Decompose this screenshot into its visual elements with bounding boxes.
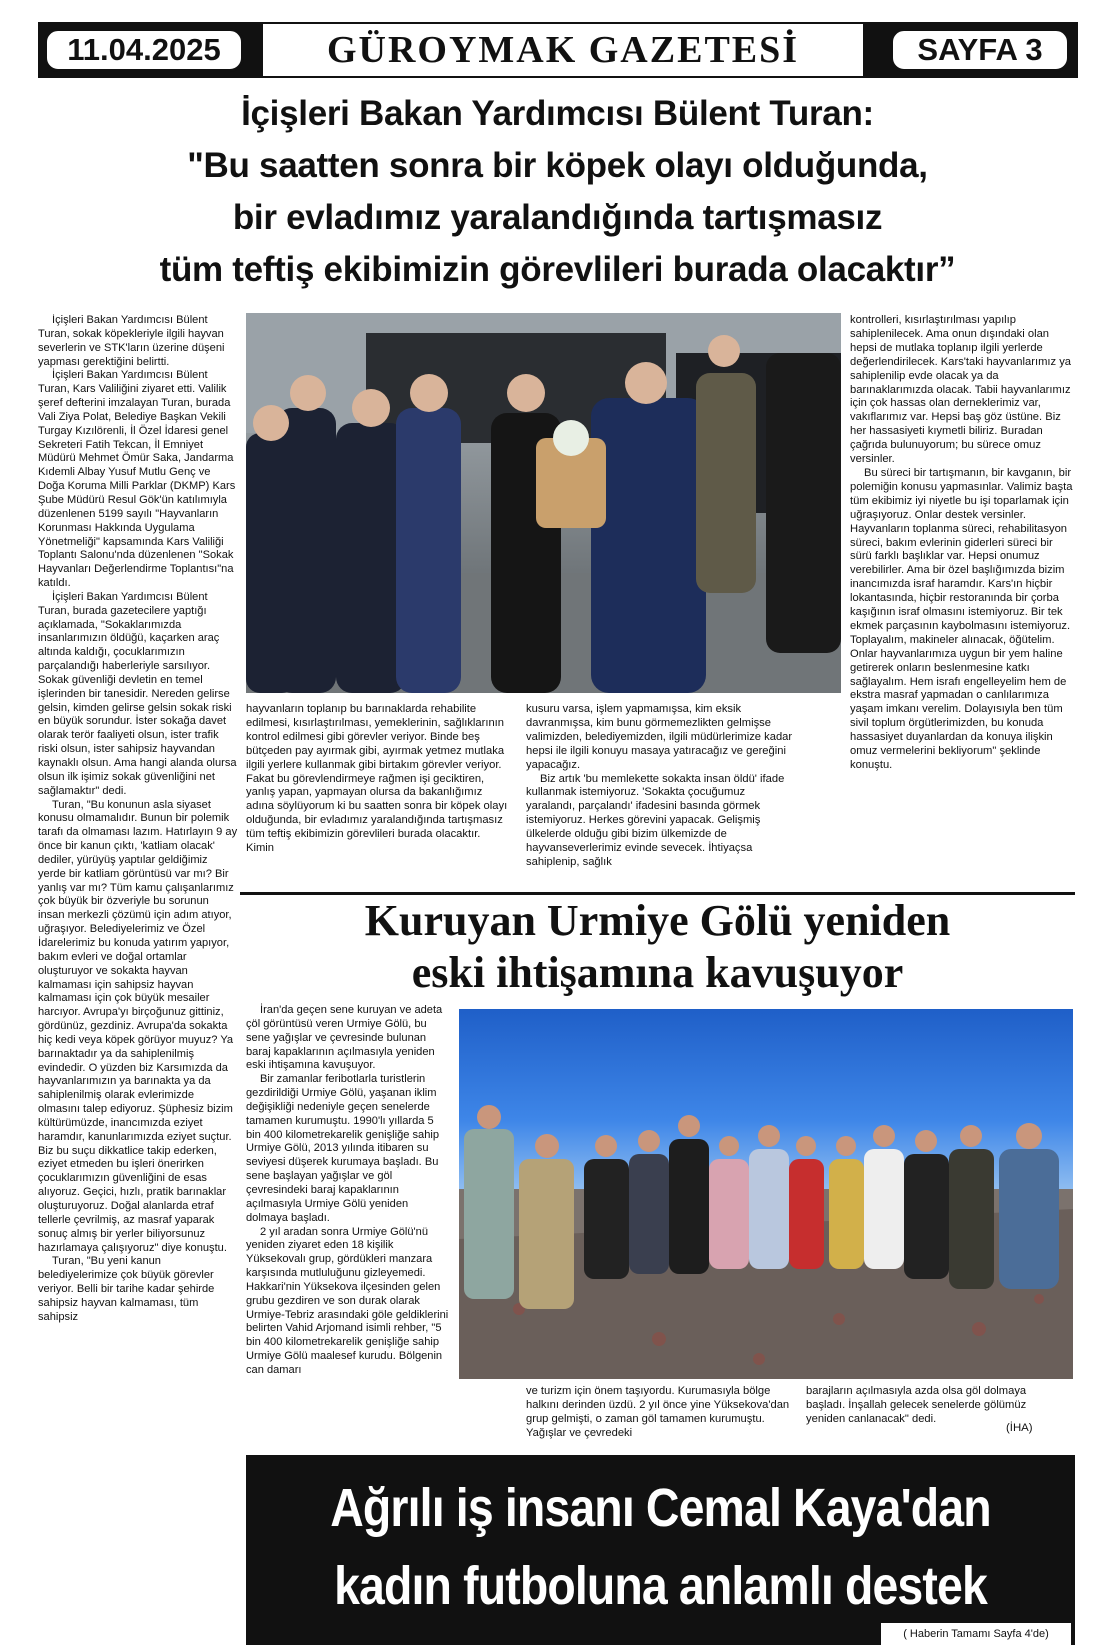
page-number: SAYFA 3	[890, 28, 1070, 72]
headline-line: tüm teftiş ekibimizin görevlileri burada olacaktır”	[159, 250, 956, 289]
article2-headline	[240, 895, 1075, 999]
ministry-visit-photo	[246, 313, 841, 693]
article2-left-column	[246, 1004, 451, 1378]
article1-middle-column-a: hayvanların toplanıp bu barınaklarda rehabilite edilmesi, kısırlaştırılması, yemeklerinin, sağlıklarının kontrol edilmesi gibi görevler veriyor. Binde beş bütçeden pay ayırmak gibi, ayırmak yetmez mutlaka ilgili yerlere kullanmak gibi birtakım görevler veriyor. Fakat bu görevlendirmeye rağmen işi geciktiren, yanlış yapan, yapmayan olursa da bakanlığımız adına söylüyorum ki bu saatten sonra bir köpek olayı olduğunda, bir evladımız yaralandığında tartışmasız tüm teftiş ekibimizin görevlileri burada olacaktır. Kimin	[246, 703, 508, 855]
paragraph: Turan, "Bu yeni kanun belediyelerimize çok büyük görevler veriyor. Belli bir tarihe kadar şehirde sahipsiz hayvan kalmaması, tüm sahipsiz	[38, 1255, 215, 1323]
paragraph: 2 yıl aradan sonra Urmiye Gölü'nü yeniden ziyaret eden 18 kişilik Yüksekovalı grup, gördükleri manzara karşısında mutluluğunu gizleyemedi. Hakkari'nin Yüksekova ilçesinden gelen grubu gezdiren ve son durak olarak Urmiye-Tebriz arasındaki göle geldiklerini belirten Vahid Arjomand isimli rehber, "5 bin 400 kilometrekarelik genişliğe sahip Urmiye Gölü maalesef kurudu. Bölgenin can damarı	[246, 1225, 449, 1376]
headline-line: Ağrılı iş insanı Cemal Kaya'dan	[330, 1478, 991, 1538]
paragraph: kusuru varsa, işlem yapmamışsa, kim eksik davranmışsa, kim bunu görmemezlikten gelmişse valimizden, belediyemizden, ilgili müdürlerimize kadar hepsi ile ilgili konuyu masaya yatıracağız ve gereğini yapacağız.	[526, 703, 793, 771]
masthead	[38, 22, 1078, 78]
photo-illustration	[459, 1009, 1073, 1379]
paragraph: Bu süreci bir tartışmanın, bir kavganın, bir polemiğin konusu yapmasınlar. Valimiz başta tüm ekibimiz iyi niyetle bu işi toparlamak için uğraşıyoruz. Onlar destek versinler. Hayvanların toplanma süreci, rehabilitasyon süreci, bakım evlerinin giderleri süreci bir sürü farklı başlıklar var. Hepsi onumuz verebilirler. Ama bir özel başlığımızda bizim inancımızda israf haramdır. Kars'ın hiçbir lokantasında, hiçbir restoranında bir çorba kaşığının israf olmasını istemiyoruz. Bir tek ekmek parçasının kaybolmasını istemiyoruz. Toplayalım, makineler alınacak, öğütelim. Onlar hayvanlarımıza uygun bir yem haline getirerek onların beslenmesine katkı sağlayalım. Hem israfı engelleyelim hem de ekstra masraf yapmadan o canlılarımıza yaşam imkanı verelim. Dolayısıyla ben tüm sivil toplum örgütlerimizden, bu konuda hassasiyet duyanlardan da konuya ilişkin omuz vermelerini bekliyorum" şeklinde konuştu.	[850, 466, 1073, 771]
paragraph: İçişleri Bakan Yardımcısı Bülent Turan, sokak köpekleriyle ilgili hayvan severlerin ve STK'ların üzerine düşeni yapması gerektiğini belirtti.	[38, 314, 225, 368]
headline-line: "Bu saatten sonra bir köpek olayı olduğunda,	[187, 146, 928, 185]
paragraph: İran'da geçen sene kuruyan ve adeta çöl görüntüsü veren Urmiye Gölü, bu sene yağışlar ve çevresinde bulunan baraj kapaklarının açılmasıyla yeniden eski ihtişamına kavuşuyor.	[246, 1004, 443, 1072]
article1-left-column	[38, 314, 238, 1644]
paragraph: Bir zamanlar feribotlarla turistlerin gezdirildiği Urmiye Gölü, yaşanan iklim değişikliği nedeniyle geçen senelerde tamamen kurumuştu. 1990'lı yıllarda 5 bin 400 kilometrekarelik genişliğe sahip Urmiye Gölü, 2013 yılında itibaren su seviyesi düşerek kurumaya başladı. Bu sene başlayan yağışlar ve göl çevresindeki baraj kapaklarının açılmasıyla Urmiye Gölü yeniden dolmaya başladı.	[246, 1073, 440, 1224]
paragraph: İçişleri Bakan Yardımcısı Bülent Turan, Kars Valiliğini ziyaret etti. Valilik şeref defterini imzalayan Turan, burada Vali Ziya Polat, Belediye Başkan Vekili Turgay Kızılörenli, İl Özel İdaresi genel Sekreteri Fatih Tekcan, İl Emniyet Müdürü Mehmet Ömür Saka, Jandarma Kıdemli Albay Yusuf Mutlu Genç ve Doğa Koruma Milli Parklar (DKMP) Kars Şube Müdürü Resul Gök'ün katılımıyla düzenlenen 5199 sayılı "Hayvanların Korunması Hakkında Uygulama Yönetmeliği" kapsamında Kars Valiliği Toplantı Salonu'nda düzenlenen "Sokak Hayvanları Değerlendirme Toplantısı"na katıldı.	[38, 369, 236, 590]
article1-middle-column-b	[526, 703, 796, 870]
news-agency-credit: (İHA)	[1006, 1422, 1033, 1434]
article2-middle-column: ve turizm için önem taşıyordu. Kurumasıyla bölge halkını derinden üzdü. 2 yıl önce yine Yüksekova'dan grup gelmişti, o zaman göl tamamen kurumuştu. Yağışlar ve çevredeki	[526, 1385, 790, 1439]
headline-line: Kuruyan Urmiye Gölü yeniden	[364, 896, 951, 945]
continued-on-page-note: ( Haberin Tamamı Sayfa 4'de)	[881, 1623, 1071, 1645]
article3-banner	[246, 1455, 1075, 1645]
paragraph: İçişleri Bakan Yardımcısı Bülent Turan, burada gazetecilere yaptığı açıklamada, "Sokaklarımızda insanlarımızın öldüğü, kaçarken araç altında kaldığı, çocuklarımızın parçalandığı haberleriyle sarsılıyor. Sokak güvenliği devletin en temel işlerinden bir tanesidir. Nereden gelirse gelsin, kimden gelirse gelsin sokak riski en büyük sorundur. İster sokağa davet olarak terör faaliyeti olsun, ister trafik riski olsun, ister sahipsiz hayvandan kaynaklı olsun. Ama hangi alanda olursa olsun ilk işimiz sokak güvenliğini net sağlamaktır" dedi.	[38, 590, 237, 797]
article1-right-column	[850, 314, 1076, 773]
newspaper-title: GÜROYMAK GAZETESİ	[263, 24, 863, 76]
paragraph: Biz artık 'bu memlekette sokakta insan öldü' ifade kullanmak istemiyoruz. 'Sokakta çocuğumuz yaralandı, parçalandı' ifadesini basında görmek istemiyoruz. Herkes görevini yapacak. Gelişmiş ülkelerde olduğu gibi bizim ülkemizde de hayvanseverlerimiz evinde sevecek. İhtiyaçsa sahiplenip, sağlık	[526, 772, 785, 868]
article1-headline	[30, 88, 1085, 296]
issue-date: 11.04.2025	[44, 28, 244, 72]
lake-group-photo	[459, 1009, 1073, 1379]
headline-line: bir evladımız yaralandığında tartışmasız	[232, 198, 883, 237]
article2-right-column: barajların açılmasıyla azda olsa göl dolmaya başladı. İnşallah gelecek senelerde gölümüz yeniden canlanacak" dedi.	[806, 1385, 1027, 1425]
headline-line: kadın futboluna anlamlı destek	[334, 1556, 987, 1616]
headline-line: eski ihtişamına kavuşuyor	[411, 948, 904, 997]
article3-headline	[304, 1469, 1017, 1625]
paragraph: kontrolleri, kısırlaştırılması yapılıp sahiplenilecek. Ama onun dışındaki olan hepsi de mutlaka toplanıp ilgili yerlerde değerlendirilecek. Kars'taki hayvanlarımız ya sahiplenilip evde olacak ya da barınaklarımızda olacak. Tabii hayvanlarımız için çok hassas olan derneklerimiz var, vakıflarımız var. Hepsi baş göz üstüne. Biz her hassasiyeti kıymetli biliriz. Buradan çağrıda bulunuyorum; bu sürece omuz versinler.	[850, 314, 1072, 466]
photo-illustration	[246, 313, 841, 693]
headline-line: İçişleri Bakan Yardımcısı Bülent Turan:	[241, 94, 874, 133]
paragraph: Turan, "Bu konunun asla siyaset konusu olmamalıdır. Bunun bir polemik tarafı da olmaması lazım. Hatırlayın 9 ay önce bir kanun çıktı, 'katliam olacak' dediler, yürüyüş yaptılar geldiğimiz yerde bir katliam görüntüsü var mı? Bir yanlış var mı? Tüm kamu çalışanlarımız çok büyük bir özveriyle bu sorunun insan merkezli çözümü için adım atıyor, uğraşıyor. Belediyelerimiz ve Özel İdarelerimiz bu konuda yatırım yapıyor, bakım evleri ve doğal ortamlar oluşturuyor ve sokakta hayvan kalmaması için sahipsiz hayvan kalmaması için çok büyük mesailer harcıyor. Avrupa'yı birçoğunuz gittiniz, gördünüz, gezdiniz. Avrupa'da sokakta hiç kedi veya köpek görüyor muyuz? Ya barınaktadır ya da sahiplenilmiş evindedir. O yüzden biz Karsımızda da hayvanlarımızın ya barınakta ya da sahiplenilmiş olarak evlerimizde olmasını talep ediyoruz. Şüphesiz bizim kültürümüzde, inancımızda eziyet haramdır, kanunlarımızda eziyet suçtur. Biz bu suçu dikkatlice takip ederken, eziyet etmeden bu işleri önerirken çocuklarımızın güvenliğini de esas alıyoruz. Geçici, hızlı, pratik barınaklar oluşturuyoruz. Doğal alanlarda etraf tellerle çevrilmiş, az masraf yaparak sonuç almış bir yerler biliyorsunuz hazırlamaya çalışıyoruz" diye konuştu.	[38, 798, 238, 1254]
